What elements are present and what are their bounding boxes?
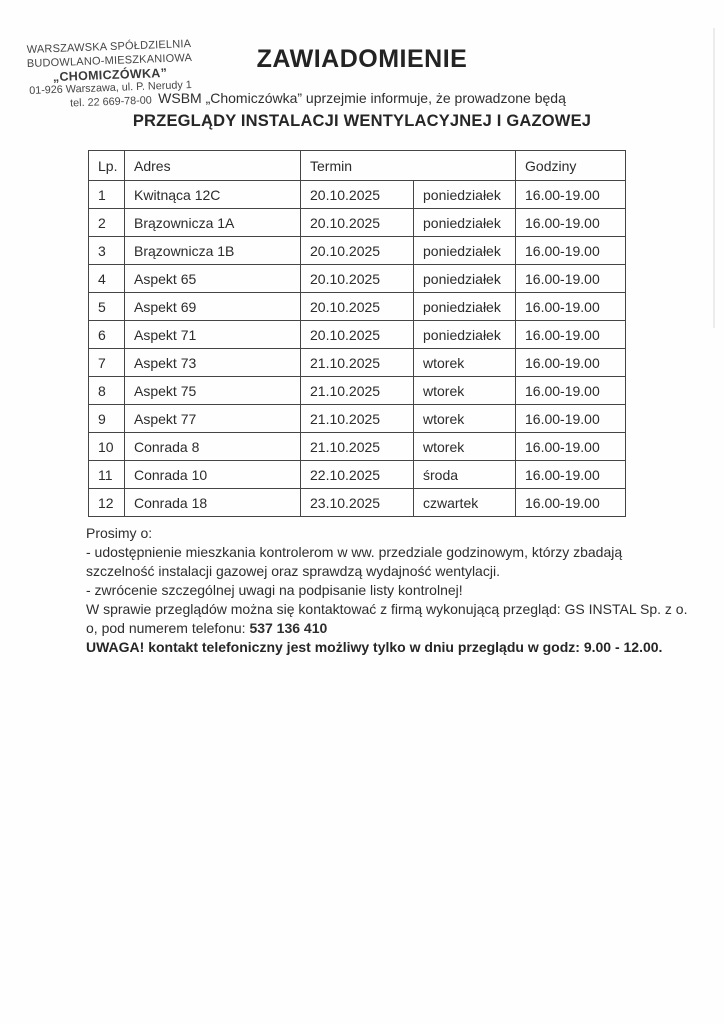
row-number: 10: [89, 433, 125, 461]
schedule-row: [89, 237, 626, 265]
contact-phone-number: 537 136 410: [249, 620, 328, 636]
row-number: 6: [89, 321, 125, 349]
row-number: 1: [89, 181, 125, 209]
row-date: 21.10.2025: [301, 377, 414, 405]
column-header-adres: Adres: [125, 151, 301, 181]
notes-contact-line: [86, 600, 690, 638]
contact-text: W sprawie przeglądów można się kontaktować z firmą wykonującą przegląd: GS INSTAL Sp. z o. o, pod numerem telefonu:: [86, 601, 688, 636]
row-hours: 16.00-19.00: [516, 237, 626, 265]
row-weekday: poniedziałek: [414, 321, 516, 349]
row-weekday: poniedziałek: [414, 209, 516, 237]
notice-title: ZAWIADOMIENIE: [256, 45, 468, 73]
schedule-table-body: [89, 181, 626, 517]
row-date: 20.10.2025: [301, 293, 414, 321]
inspection-heading: PRZEGLĄDY INSTALACJI WENTYLACYJNEJ I GAZOWEJ: [132, 112, 592, 130]
row-address: Conrada 8: [125, 433, 301, 461]
row-date: 20.10.2025: [301, 265, 414, 293]
row-number: 9: [89, 405, 125, 433]
row-date: 20.10.2025: [301, 321, 414, 349]
notes-intro: Prosimy o:: [86, 525, 153, 541]
row-number: 8: [89, 377, 125, 405]
row-number: 5: [89, 293, 125, 321]
table-header-row: [89, 151, 626, 181]
row-hours: 16.00-19.00: [516, 321, 626, 349]
inspection-schedule-table: [88, 150, 626, 517]
warning-line: UWAGA! kontakt telefoniczny jest możliwy tylko w dniu przeglądu w godz: 9.00 - 12.00.: [86, 639, 663, 655]
schedule-row: [89, 321, 626, 349]
row-address: Aspekt 71: [125, 321, 301, 349]
schedule-row: [89, 461, 626, 489]
row-date: 21.10.2025: [301, 349, 414, 377]
row-hours: 16.00-19.00: [516, 489, 626, 517]
row-address: Brązownicza 1A: [125, 209, 301, 237]
notes-item-signing: - zwrócenie szczególnej uwagi na podpisanie listy kontrolnej!: [86, 582, 463, 598]
row-address: Conrada 10: [125, 461, 301, 489]
schedule-row: [89, 377, 626, 405]
row-number: 11: [89, 461, 125, 489]
letterhead-address: 01-926 Warszawa, ul. P. Nerudy 1: [28, 79, 192, 97]
row-hours: 16.00-19.00: [516, 405, 626, 433]
column-header-lp: Lp.: [89, 151, 125, 181]
schedule-row: [89, 209, 626, 237]
column-header-termin: Termin: [301, 151, 516, 181]
row-address: Aspekt 77: [125, 405, 301, 433]
row-weekday: poniedziałek: [414, 237, 516, 265]
row-address: Aspekt 69: [125, 293, 301, 321]
schedule-row: [89, 433, 626, 461]
row-hours: 16.00-19.00: [516, 209, 626, 237]
row-address: Aspekt 75: [125, 377, 301, 405]
row-address: Aspekt 65: [125, 265, 301, 293]
row-weekday: wtorek: [414, 405, 516, 433]
row-hours: 16.00-19.00: [516, 433, 626, 461]
row-hours: 16.00-19.00: [516, 377, 626, 405]
row-weekday: poniedziałek: [414, 293, 516, 321]
row-hours: 16.00-19.00: [516, 293, 626, 321]
letterhead-org-name: „CHOMICZÓWKA”: [52, 65, 168, 85]
row-hours: 16.00-19.00: [516, 461, 626, 489]
row-address: Kwitnąca 12C: [125, 181, 301, 209]
letterhead-org-line-2: BUDOWLANO-MIESZKANIOWA: [26, 51, 193, 70]
row-date: 21.10.2025: [301, 405, 414, 433]
row-number: 12: [89, 489, 125, 517]
notes-section: [86, 524, 690, 657]
schedule-row: [89, 181, 626, 209]
notes-item-access: - udostępnienie mieszkania kontrolerom w ww. przedziale godzinowym, którzy zbadają szczelność instalacji gazowej oraz sprawdzą wydajność wentylacji.: [86, 544, 623, 579]
schedule-row: [89, 489, 626, 517]
row-hours: 16.00-19.00: [516, 181, 626, 209]
row-date: 20.10.2025: [301, 181, 414, 209]
row-date: 20.10.2025: [301, 237, 414, 265]
letterhead-phone: tel. 22 669-78-00: [69, 93, 152, 109]
row-address: Aspekt 73: [125, 349, 301, 377]
row-hours: 16.00-19.00: [516, 349, 626, 377]
row-weekday: wtorek: [414, 349, 516, 377]
row-weekday: poniedziałek: [414, 181, 516, 209]
schedule-row: [89, 349, 626, 377]
row-weekday: wtorek: [414, 433, 516, 461]
row-weekday: poniedziałek: [414, 265, 516, 293]
row-weekday: czwartek: [414, 489, 516, 517]
schedule-row: [89, 265, 626, 293]
row-number: 2: [89, 209, 125, 237]
row-date: 21.10.2025: [301, 433, 414, 461]
row-weekday: środa: [414, 461, 516, 489]
row-number: 7: [89, 349, 125, 377]
row-number: 3: [89, 237, 125, 265]
row-address: Brązownicza 1B: [125, 237, 301, 265]
row-number: 4: [89, 265, 125, 293]
row-address: Conrada 18: [125, 489, 301, 517]
column-header-godziny: Godziny: [516, 151, 626, 181]
schedule-row: [89, 293, 626, 321]
notice-intro-line: WSBM „Chomiczówka” uprzejmie informuje, że prowadzone będą: [158, 90, 566, 106]
row-date: 20.10.2025: [301, 209, 414, 237]
letterhead-org-line-1: WARSZAWSKA SPÓŁDZIELNIA: [26, 38, 192, 57]
row-hours: 16.00-19.00: [516, 265, 626, 293]
schedule-row: [89, 405, 626, 433]
row-date: 22.10.2025: [301, 461, 414, 489]
row-date: 23.10.2025: [301, 489, 414, 517]
row-weekday: wtorek: [414, 377, 516, 405]
